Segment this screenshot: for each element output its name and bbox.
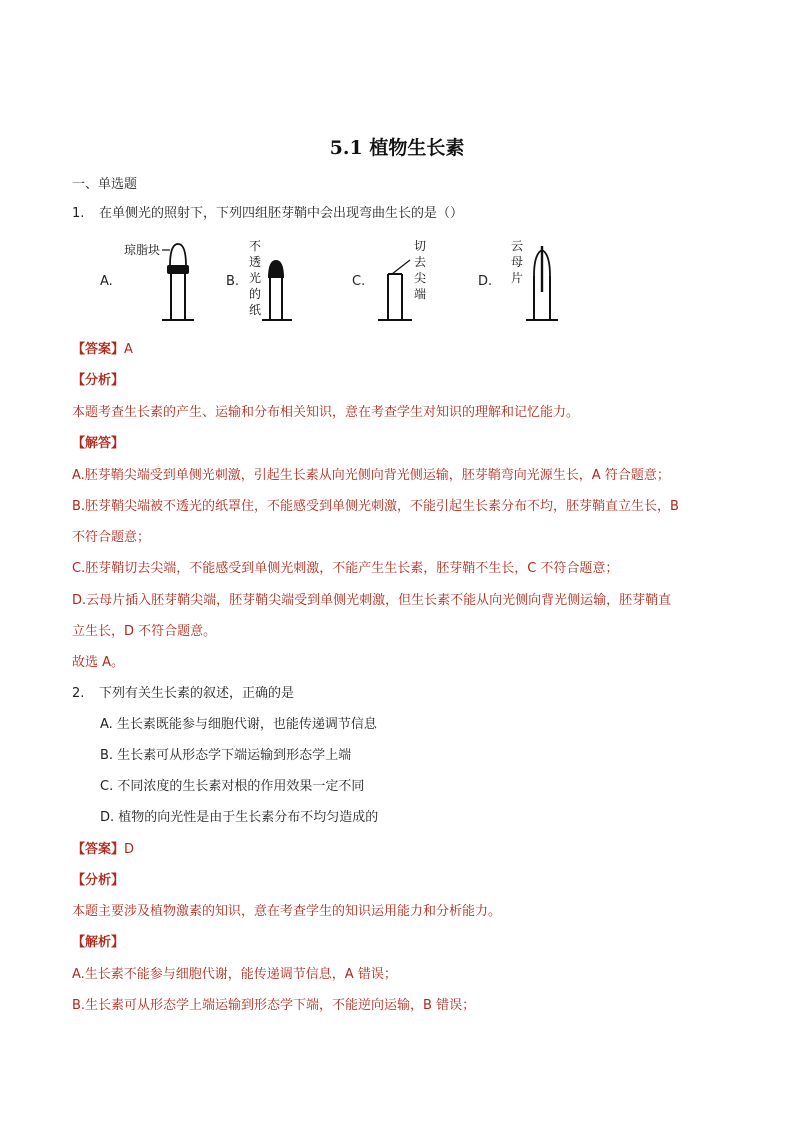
question-number: 2. [72,686,85,701]
svg-text:切: 切 [414,239,427,253]
question-1-stem [72,205,463,223]
question-text: 在单侧光的照射下，下列四组胚芽鞘中会出现弯曲生长的是（） [99,206,464,221]
answer-value: D [124,842,135,857]
q2-analysis-tag: 【分析】 [72,873,125,888]
svg-text:的: 的 [249,287,262,301]
option-c-figure [372,236,442,332]
q1-solution-line: D.云母片插入胚芽鞘尖端，胚芽鞘尖端受到单侧光刺激，但生长素不能从向光侧向背光侧运输，胚芽鞘直 [72,593,672,608]
page-title: 5.1 植物生长素 [329,137,465,159]
q2-option-c: C. 不同浓度的生长素对根的作用效果一定不同 [100,779,365,794]
coleoptile-agar-icon [122,238,202,328]
svg-text:片: 片 [511,271,524,285]
option-a-letter: A. [100,274,113,289]
svg-text:光: 光 [249,271,262,285]
q1-solution-line: B.胚芽鞘尖端被不透光的纸罩住，不能感受到单侧光刺激，不能引起生长素分布不均，胚芽鞘直立生长，B [72,499,679,514]
svg-text:母: 母 [511,255,524,269]
coleoptile-mica-sheet-icon [508,236,568,328]
q1-solution-line: 立生长，D 不符合题意。 [72,624,217,639]
q1-answer [72,341,133,359]
q1-solution-line: 不符合题意； [72,530,151,545]
option-a-figure [122,238,202,332]
q2-solution-line: A.生长素不能参与细胞代谢，能传递调节信息，A 错误； [72,967,397,982]
svg-text:透: 透 [249,255,262,269]
answer-tag: 【答案】 [72,342,125,357]
option-d-letter: D. [478,274,493,289]
option-c-letter: C. [352,274,366,289]
q1-conclusion: 故选 A。 [72,655,125,670]
q2-solution-tag: 【解析】 [72,935,125,950]
option-d-figure [508,236,568,332]
coleoptile-decapitated-icon [372,236,442,328]
question-2-stem [72,685,294,703]
q1-solution-line: C.胚芽鞘切去尖端，不能感受到单侧光刺激，不能产生生长素，胚芽鞘不生长，C 不符合题意； [72,561,619,576]
q2-answer [72,841,134,859]
q2-analysis-text: 本题主要涉及植物激素的知识，意在考查学生的知识运用能力和分析能力。 [72,904,502,919]
svg-text:纸: 纸 [249,303,262,317]
answer-tag: 【答案】 [72,842,125,857]
svg-text:尖: 尖 [414,271,427,285]
q1-analysis-tag: 【分析】 [72,373,125,388]
q1-solution-tag: 【解答】 [72,436,125,451]
option-b-figure [246,236,306,332]
coleoptile-opaque-cap-icon [246,236,306,328]
q1-analysis-text: 本题考查生长素的产生、运输和分布相关知识，意在考查学生对知识的理解和记忆能力。 [72,405,580,420]
q2-solution-line: B.生长素可从形态学上端运输到形态学下端，不能逆向运输，B 错误； [72,998,476,1013]
q2-option-b: B. 生长素可从形态学下端运输到形态学上端 [100,748,352,763]
section-heading: 一、单选题 [72,177,138,192]
svg-text:云: 云 [511,239,524,253]
question-text: 下列有关生长素的叙述，正确的是 [99,686,295,701]
q2-option-a: A. 生长素既能参与细胞代谢，也能传递调节信息 [100,717,377,732]
question-number: 1. [72,206,85,221]
q2-option-d: D. 植物的向光性是由于生长素分布不均匀造成的 [100,810,379,825]
option-a-label: 琼脂块 [124,243,161,257]
svg-text:不: 不 [249,239,262,253]
svg-text:端: 端 [414,287,427,301]
q1-solution-line: A.胚芽鞘尖端受到单侧光刺激，引起生长素从向光侧向背光侧运输，胚芽鞘弯向光源生长，A 符合题意； [72,468,670,483]
svg-text:去: 去 [414,255,427,269]
option-b-letter: B. [226,274,240,289]
answer-value: A [124,342,133,357]
